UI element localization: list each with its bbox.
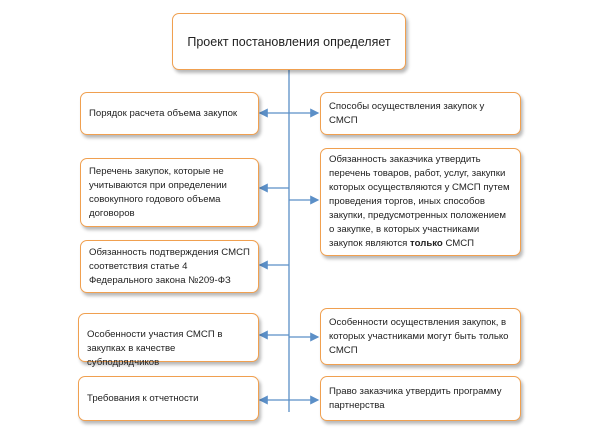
box-right-3-text: Особенности осуществления закупок, в которых участниками могут быть только СМСП — [329, 316, 509, 356]
title-text: Проект постановления определяет — [187, 34, 391, 49]
box-left-1 — [80, 92, 259, 135]
box-right-2 — [320, 148, 521, 256]
box-left-4-text: Особенности участия СМСП в закупках в качестве субподрядчиков — [87, 329, 223, 368]
title-box — [172, 13, 406, 70]
box-left-4 — [78, 313, 259, 368]
box-right-3 — [320, 308, 521, 365]
box-right-1 — [320, 92, 521, 135]
box-left-2 — [80, 158, 259, 227]
box-left-3-text: Обязанность подтверждения СМСП соответствия статье 4 Федерального закона №209-ФЗ — [89, 246, 250, 286]
box-right-1-text: Способы осуществления закупок у СМСП — [329, 100, 485, 126]
box-right-2-tail: СМСП — [445, 238, 475, 249]
box-right-2-text — [329, 153, 512, 251]
box-left-3 — [80, 240, 259, 293]
box-left-1-text: Порядок расчета объема закупок — [89, 107, 238, 119]
box-left-5-text: Требования к отчетности — [87, 392, 199, 404]
box-left-5 — [78, 376, 259, 421]
box-left-2-text: Перечень закупок, которые не учитываются при определении совокупного годового объема договоров — [89, 165, 227, 219]
box-right-2-main: Обязанность заказчика утвердить перечень товаров, работ, услуг, закупки которых осуществляются у СМСП путем проведения торгов, иных способов закупки, предусмотренных положением о закупке, в которых участниками закупок являются — [329, 154, 510, 249]
box-right-4 — [320, 376, 521, 421]
box-right-2-emphasis: только — [410, 238, 443, 249]
box-right-4-text: Право заказчика утвердить программу партнерства — [329, 385, 502, 411]
